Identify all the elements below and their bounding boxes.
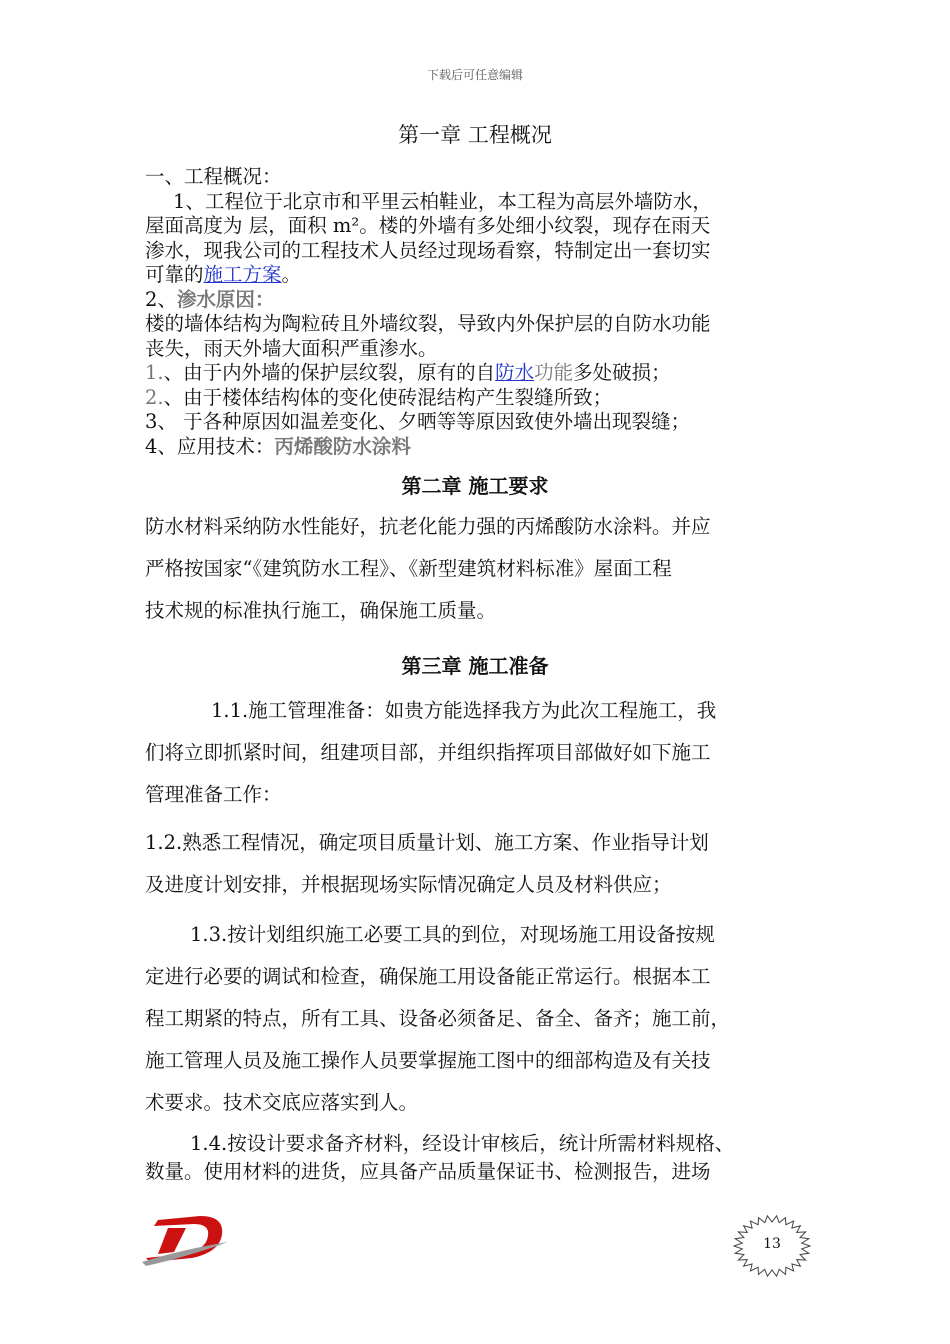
cause-line: 楼的墙体结构为陶粒砖且外墙纹裂，导致内外保护层的自防水功能 <box>145 312 711 335</box>
section2-heading-line <box>145 288 815 313</box>
chapter1-title: 第一章 工程概况 <box>398 123 552 147</box>
cause-line: 丧失，雨天外墙大面积严重渗水。 <box>145 336 438 360</box>
reason3-line: 3、 于各种原因如温差变化、夕晒等等原因致使外墙出现裂缝； <box>145 410 691 433</box>
chapter2-title: 第二章 施工要求 <box>401 474 549 498</box>
chapter3-para2 <box>145 822 815 906</box>
chapter2-body <box>145 506 815 632</box>
reason2-number: 2. <box>145 385 164 409</box>
para1-line: 1.1.施工管理准备：如贵方能选择我方为此次工程施工，我 <box>211 699 717 722</box>
reason1-number: 1. <box>145 361 164 384</box>
chapter3-para4 <box>145 1130 815 1186</box>
para3-line: 施工管理人员及施工操作人员要掌握施工图中的细部构造及有关技 <box>145 1049 711 1072</box>
reason1-gray-text: 功能 <box>534 361 574 384</box>
reason1-line <box>145 361 815 386</box>
item1-line: 1、工程位于北京市和平里云柏鞋业，本工程为高层外墙防水， <box>173 189 712 213</box>
chapter2-line: 严格按国家“《建筑防水工程》、《新型建筑材料标准》屋面工程 <box>145 557 672 580</box>
reason2-text: 、由于楼体结构体的变化使砖混结构产生裂缝所致； <box>163 385 613 409</box>
waterproof-link[interactable]: 防水 <box>495 361 535 384</box>
item1-text: 。 <box>281 263 302 286</box>
section2-number: 2、 <box>145 287 177 311</box>
para2-line: 1.2.熟悉工程情况，确定项目质量计划、施工方案、作业指导计划 <box>145 831 709 854</box>
chapter2-line: 防水材料采纳防水性能好，抗老化能力强的丙烯酸防水涂料。并应 <box>145 515 711 538</box>
item1-text: 可靠的 <box>145 263 204 286</box>
para4-line: 1.4.按设计要求备齐材料，经设计审核后，统计所需材料规格、 <box>190 1132 735 1155</box>
reason4-label: 4、应用技术： <box>145 434 275 458</box>
chapter3-title: 第三章 施工准备 <box>401 654 549 678</box>
chapter3-para3 <box>145 914 815 1124</box>
para1-line: 们将立即抓紧时间，组建项目部，并组织指挥项目部做好如下施工 <box>145 741 711 764</box>
item1-line <box>145 263 815 288</box>
chapter2-line: 技术规的标准执行施工，确保施工质量。 <box>145 599 497 622</box>
para2-line: 及进度计划安排，并根据现场实际情况确定人员及材料供应； <box>145 873 672 896</box>
para3-line: 定进行必要的调试和检查，确保施工用设备能正常运行。根据本工 <box>145 965 711 988</box>
chapter1-body <box>145 165 815 459</box>
page-number: 13 <box>763 1236 781 1252</box>
section1-heading: 一、工程概况： <box>145 165 282 188</box>
header-note: 下载后可任意编辑 <box>426 68 523 82</box>
para3-line: 1.3.按计划组织施工必要工具的到位，对现场施工用设备按规 <box>190 923 715 946</box>
construction-plan-link[interactable]: 施工方案 <box>203 263 282 286</box>
reason2-line <box>145 386 815 411</box>
para1-line: 管理准备工作： <box>145 783 282 806</box>
section2-heading: 渗水原因： <box>176 287 275 311</box>
reason1-text: 多处破损； <box>573 361 671 384</box>
company-logo <box>140 1212 230 1266</box>
reason4-line <box>145 435 815 460</box>
para3-line: 术要求。技术交底应落实到人。 <box>145 1091 419 1114</box>
item1-line: 屋面高度为 层，面积 m²。楼的外墙有多处细小纹裂，现存在雨天 <box>145 214 711 237</box>
item1-line: 渗水，现我公司的工程技术人员经过现场看察，特制定出一套切实 <box>145 238 711 262</box>
chapter3-para1 <box>145 690 815 816</box>
reason4-technology: 丙烯酸防水涂料 <box>274 434 411 458</box>
reason1-text: 、由于内外墙的保护层纹裂，原有的自 <box>163 361 496 384</box>
para4-line: 数量。使用材料的进货，应具备产品质量保证书、检测报告，进场 <box>145 1160 711 1183</box>
para3-line: 程工期紧的特点，所有工具、设备必须备足、备全、备齐；施工前， <box>145 1007 731 1030</box>
